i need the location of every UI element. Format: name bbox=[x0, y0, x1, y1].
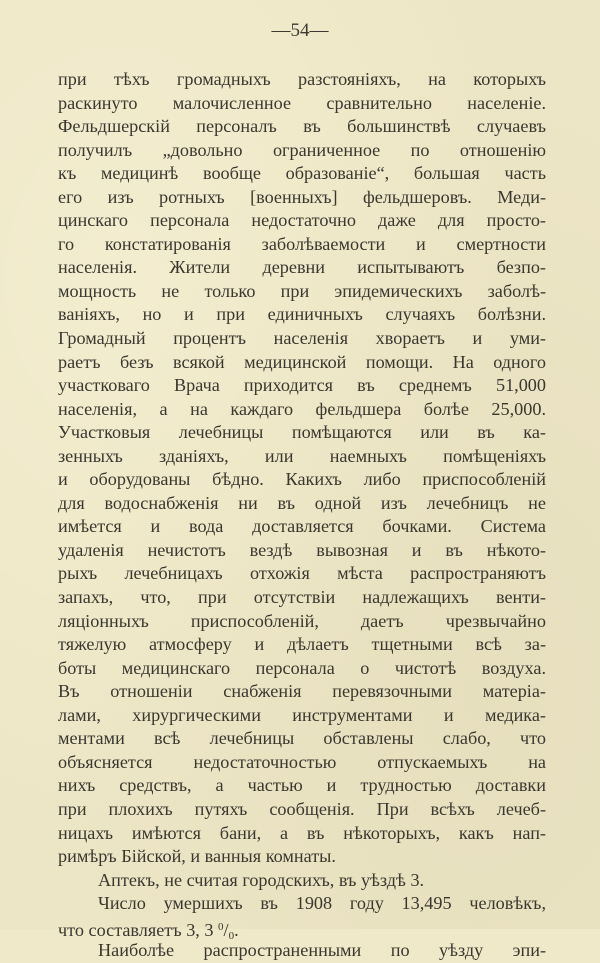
text-line: участковаго Врача приходится въ среднемъ 51,000 bbox=[58, 375, 546, 396]
text-line: мощность не только при эпидемическихъ заболѣ- bbox=[58, 280, 546, 301]
text-line: для водоснабженія ни въ одной изъ лечебницъ не bbox=[58, 492, 546, 513]
text-line: римѣръ Бійской, и ванныя комнаты. bbox=[58, 846, 336, 867]
text-line: Громадный процентъ населенія хвораетъ и уми- bbox=[58, 328, 546, 349]
text-line: раскинуто малочисленное сравнительно населеніе. bbox=[58, 92, 546, 113]
text-line-percent bbox=[58, 916, 546, 940]
text-line: Аптекъ, не считая городскихъ, въ уѣздѣ 3. bbox=[98, 869, 425, 890]
text-line: зенныхъ зданіяхъ, или наемныхъ помѣщеніяхъ bbox=[58, 445, 546, 466]
text-line: Фельдшерскій персоналъ въ большинствѣ случаевъ bbox=[58, 116, 546, 137]
text-line: удаленія нечистотъ вездѣ вывозная и въ нѣкото- bbox=[58, 539, 546, 560]
body-text bbox=[58, 68, 546, 963]
text-line: боты медицинскаго персонала о чистотѣ воздуха. bbox=[58, 657, 546, 678]
text-line: имѣется и вода доставляется бочками. Система bbox=[58, 516, 546, 537]
text-line: къ медицинѣ вообще образованіе“, большая часть bbox=[58, 163, 546, 184]
text-line: лами, хирургическими инструментами и медика- bbox=[58, 704, 546, 725]
text-line: рыхъ лечебницахъ отхожія мѣста распространяютъ bbox=[58, 563, 546, 584]
percent-sign: $^0/_0$. bbox=[218, 919, 239, 942]
page-number: —54— bbox=[271, 20, 329, 41]
text-line: Наиболѣе распространенными по уѣзду эпи- bbox=[98, 940, 546, 961]
text-line: населенія, а на каждаго фельдшера болѣе 25,000. bbox=[58, 398, 546, 419]
text-fragment: что составляетъ 3, 3 bbox=[58, 919, 214, 940]
text-line: ваніяхъ, но и при единичныхъ случаяхъ болѣзни. bbox=[58, 304, 546, 325]
text-line: раетъ безъ всякой медицинской помощи. На одного bbox=[58, 351, 546, 372]
text-line: тяжелую атмосферу и дѣлаетъ тщетными всѣ за- bbox=[58, 634, 546, 655]
text-line: Участковыя лечебницы помѣщаются или въ ка- bbox=[58, 422, 546, 443]
text-line: ментами всѣ лечебницы обставлены слабо, что bbox=[58, 728, 546, 749]
text-line: получилъ „довольно ограниченное по отношенію bbox=[58, 139, 546, 160]
text-line: ляціонныхъ приспособленій, даетъ чрезвычайно bbox=[58, 610, 546, 631]
text-line: населенія. Жители деревни испытываютъ безпо- bbox=[58, 257, 546, 278]
text-line: Въ отношеніи снабженія перевязочными матеріа- bbox=[58, 681, 546, 702]
text-line: ницахъ имѣются бани, а въ нѣкоторыхъ, какъ нап- bbox=[58, 822, 546, 843]
text-line: цинскаго персонала недостаточно даже для просто- bbox=[58, 210, 546, 231]
text-line: нихъ средствъ, а частью и трудностью доставки bbox=[58, 775, 546, 796]
text-line: и оборудованы бѣдно. Какихъ либо приспособленій bbox=[58, 469, 546, 490]
text-line: объясняется недостаточностью отпускаемыхъ на bbox=[58, 751, 546, 772]
text-line: Число умершихъ въ 1908 году 13,495 человѣкъ, bbox=[98, 893, 546, 914]
text-line: запахъ, что, при отсутствіи надлежащихъ венти- bbox=[58, 587, 546, 608]
text-line: его изъ ротныхъ [военныхъ] фельдшеровъ. Меди- bbox=[58, 186, 546, 207]
text-line: при тѣхъ громадныхъ разстояніяхъ, на которыхъ bbox=[58, 69, 546, 89]
text-line: при плохихъ путяхъ сообщенія. При всѣхъ лечеб- bbox=[58, 798, 546, 819]
text-line: го констатированія заболѣваемости и смертности bbox=[58, 233, 546, 254]
